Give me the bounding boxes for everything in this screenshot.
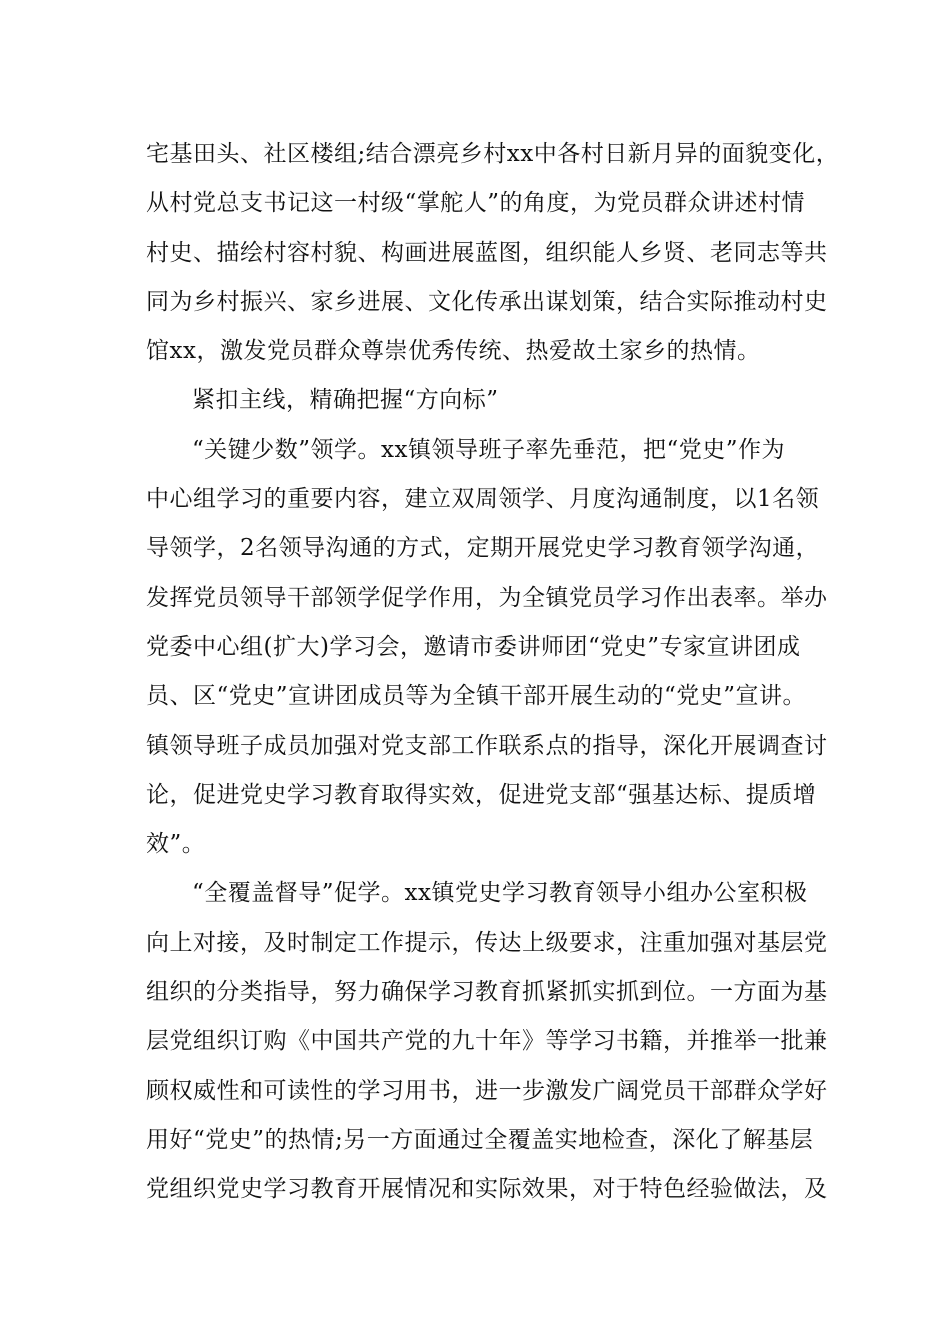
text-line: 党委中心组(扩大)学习会，邀请市委讲师团“党史”专家宣讲团成: [146, 633, 801, 660]
text-line: 村史、描绘村容村貌、构画进展蓝图，组织能人乡贤、老同志等共: [146, 239, 828, 266]
text-line: 党组织党史学习教育开展情况和实际效果，对于特色经验做法，及: [146, 1176, 828, 1203]
text-line: 同为乡村振兴、家乡进展、文化传承出谋划策，结合实际推动村史: [146, 288, 828, 315]
text-line: 馆xx，激发党员群众尊崇优秀传统、热爱故土家乡的热情。: [146, 338, 761, 365]
text-line: 组织的分类指导，努力确保学习教育抓紧抓实抓到位。一方面为基: [146, 979, 828, 1006]
text-line: 发挥党员领导干部领学促学作用，为全镇党员学习作出表率。举办: [146, 584, 828, 611]
text-line: 中心组学习的重要内容，建立双周领学、月度沟通制度，以1名领: [146, 486, 820, 513]
text-line: 镇领导班子成员加强对党支部工作联系点的指导，深化开展调查讨: [146, 732, 828, 759]
document-body: [146, 130, 840, 1215]
section-heading: 紧扣主线，精确把握“方向标”: [192, 387, 499, 414]
text-line: “关键少数”领学。xx镇领导班子率先垂范，把“党史”作为: [192, 436, 785, 463]
text-line: 从村党总支书记这一村级“掌舵人”的角度，为党员群众讲述村情: [146, 190, 806, 217]
text-line: 层党组织订购《中国共产党的九十年》等学习书籍，并推举一批兼: [146, 1028, 828, 1055]
text-line: 向上对接，及时制定工作提示，传达上级要求，注重加强对基层党: [146, 929, 828, 956]
text-line: 导领学，2名领导沟通的方式，定期开展党史学习教育领学沟通，: [146, 535, 820, 562]
text-line: “全覆盖督导”促学。xx镇党史学习教育领导小组办公室积极: [192, 880, 808, 907]
text-line: 论，促进党史学习教育取得实效，促进党支部“强基达标、提质增: [146, 781, 817, 808]
text-line: 员、区“党史”宣讲团成员等为全镇干部开展生动的“党史”宣讲。: [146, 683, 807, 710]
text-line: 宅基田头、社区楼组;结合漂亮乡村xx中各村日新月异的面貌变化，: [146, 141, 840, 167]
text-line: 效”。: [146, 831, 206, 858]
text-line: 顾权威性和可读性的学习用书，进一步激发广阔党员干部群众学好: [146, 1077, 828, 1104]
text-line: 用好“党史”的热情;另一方面通过全覆盖实地检查，深化了解基层: [146, 1126, 814, 1153]
